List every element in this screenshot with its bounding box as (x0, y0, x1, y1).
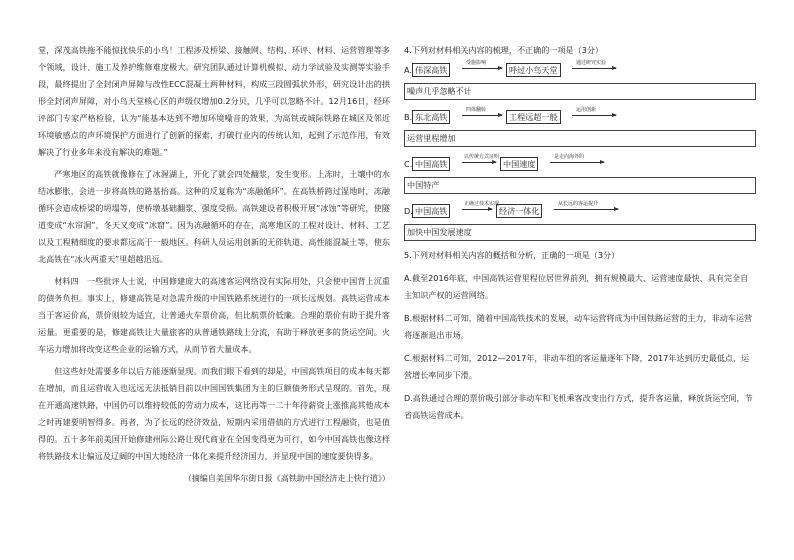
option-b-answer-box: 运营里程增加 (404, 130, 756, 147)
option-b-flow (404, 106, 756, 128)
flow-node: 中国速度 (500, 157, 538, 171)
option-prefix: B. (404, 112, 413, 122)
arrow-icon (572, 115, 616, 116)
question-5-option-b: B.根据材料二可知，随着中国高铁技术的发展，动车运营将成为中国铁路运营的主力，非动车运营将逐渐退出市场。 (404, 313, 753, 340)
flow-node: 中国高铁 (412, 204, 450, 218)
left-column (38, 42, 390, 487)
arrow-icon (462, 209, 492, 210)
flow-label: 以传统方式证明 (464, 154, 500, 160)
option-prefix: D. (404, 206, 413, 216)
flow-node: 中国高铁 (412, 157, 450, 171)
paragraph: 严寒地区的高铁就像修在了冰渥湖上，开化了就会四处翻浆，发生变形。上冻时，土壤中的水结冰膨胀，会进一步将高铁的路基抬高。这种的反复称为“冻融循环”。在高铁桥跨过湿地时，冻融循环会造成桥梁的坍塌等，使桥墩基础翻浆、强度受损。高铁建设者积极开展“冰蚀”等研究，使隧道变成“水帘洞”，冬天又变成“冰窟”。因为冻融循环的存在，高寒地区的工程对设计、材料、工艺以及工程精细度的要求都远高于一般地区。科研人员运用创新的无砟轨道、高性能混凝土等，使东北高铁在“冰火两重天”里超越迅远。 (38, 169, 390, 264)
option-a-flow (404, 59, 756, 81)
question-5-stem: 5.下列对材料相关内容的概括和分析，正确的一项是（3分） (404, 250, 620, 260)
question-4-stem: 4.下列对材料相关内容的梳理，不正确的一项是（3分） (404, 45, 604, 55)
option-d-flow (404, 200, 756, 222)
arrow-icon (462, 68, 502, 69)
flow-label: 是走向海外的 (554, 154, 585, 160)
flow-node: 呼过小鸟天堂 (506, 63, 561, 77)
question-5-option-a: A.截至2016年底，中国高铁运营里程位居世界前列，拥有规模最大、运营速度最快、具有完全自主知识产权的运营网络。 (404, 273, 749, 300)
paragraph: 但这些好处需要多年以后方能逐渐显现。而我们眼下看到的却是，中国高铁项目的成本每天都在增加，而且运营收入也远远无法抵销目前以中国国铁集团为主的巨额债务形式呈现的。首先，现在开通高速铁路，中国仍可以维持较低的劳动力成本，这比再等一二十年待薪资上涨推高其他成本之时再建要明智得多。再者，为了长远的经济效益，短期内采用借债的方式进行工程融资，也是值得的。五十多年前美国开始修建州际公路让现代商业在全国变得更为可行，如今中国高铁也像这样将铁路技术让偏远及辽阔的中国大地经济一体化来提升经济国力，并显现中国的速度要快得多。 (38, 366, 390, 461)
arrow-icon (462, 162, 496, 163)
flow-node: 伟深高铁 (412, 63, 450, 77)
flow-label: 正确过技术实现 (464, 201, 500, 207)
arrow-icon (554, 209, 618, 210)
flow-label: 四体翻转 (466, 107, 487, 113)
flow-label: 通过研究实验 (576, 60, 607, 66)
flow-label: 从长远的客运提升 (558, 201, 599, 207)
paragraph: 材料四 一些批评人士说，中国修建庞大的高速客运网络没有实际用处，只会使中国背上沉重的债务负担。事实上，修建高铁是对急需升级的中国铁路系统进行的一项长远规划。高铁运营成本当于客运价高，票价则较为适宜，让普通火车票价高，但比航票价低廉。合理的票价有助于提升客运量。更重要的是，修建高铁让大量旅客的从普通铁路线上分流，有助于释放更多的货运空间。火车运力增加将改变这些企业的运输方式，从而节省大量成本。 (38, 276, 390, 354)
arrow-icon (462, 115, 502, 116)
option-c-flow (404, 153, 756, 175)
paragraph: 堂，深茂高铁拖不能惊扰快乐的小鸟！工程涉及桥梁、接触网、结构、环评、材料、运营管理等多个领域，设计、施工及养护维修难度极大。研究团队通过计算机模拟、动力学试验及实测等实验手段，最终提出了全封闭声屏障与改性ECC混凝土两种材料，构成三段圆弧状外形，研究设计出的拱形全封闭声屏障，对小鸟天堂核心区的声级仅增加0.2分贝，几乎可以忽略不计。12月16日，经环评部门专家严格检验，认为“能基本达到不增加环境噪音的效果，为高铁或城际铁路在城区及邻近环境敏感点的声环境保护方面进行了创新的探索，打破行业内的传统认知，起到了示范作用，有效解决了行业多年来没有解决的难题。” (38, 45, 390, 157)
right-column (404, 42, 756, 430)
option-a-answer-box: 噪声几乎忽略不计 (404, 83, 756, 100)
flow-node: 经济一体化 (496, 204, 542, 218)
option-prefix: A. (404, 65, 412, 75)
flow-node: 工程远超一般 (506, 110, 561, 124)
arrow-icon (572, 68, 616, 69)
flow-node: 东北高铁 (412, 110, 450, 124)
question-5-option-d: D.高铁通过合理的票价吸引部分非动车和飞机乘客改变出行方式，提升客运量，释放货运空间，节省高铁运营成本。 (404, 393, 753, 420)
flow-label: 受施影响 (466, 60, 487, 66)
option-c-answer-box: 中国特产 (404, 177, 756, 194)
option-d-answer-box: 加快中国发展速度 (404, 224, 756, 241)
question-5-option-c: C.根据材料二可知，2012—2017年，非动车组的客运量逐年下降，2017年达到历史最低点，运营增长率同步下滑。 (404, 353, 750, 380)
arrow-icon (550, 162, 604, 163)
flow-label: 运用创新 (576, 107, 597, 113)
source-citation: （摘编自美国华尔街日报《高铁助中国经济走上快行道》） (183, 473, 390, 483)
option-prefix: C. (404, 159, 413, 169)
